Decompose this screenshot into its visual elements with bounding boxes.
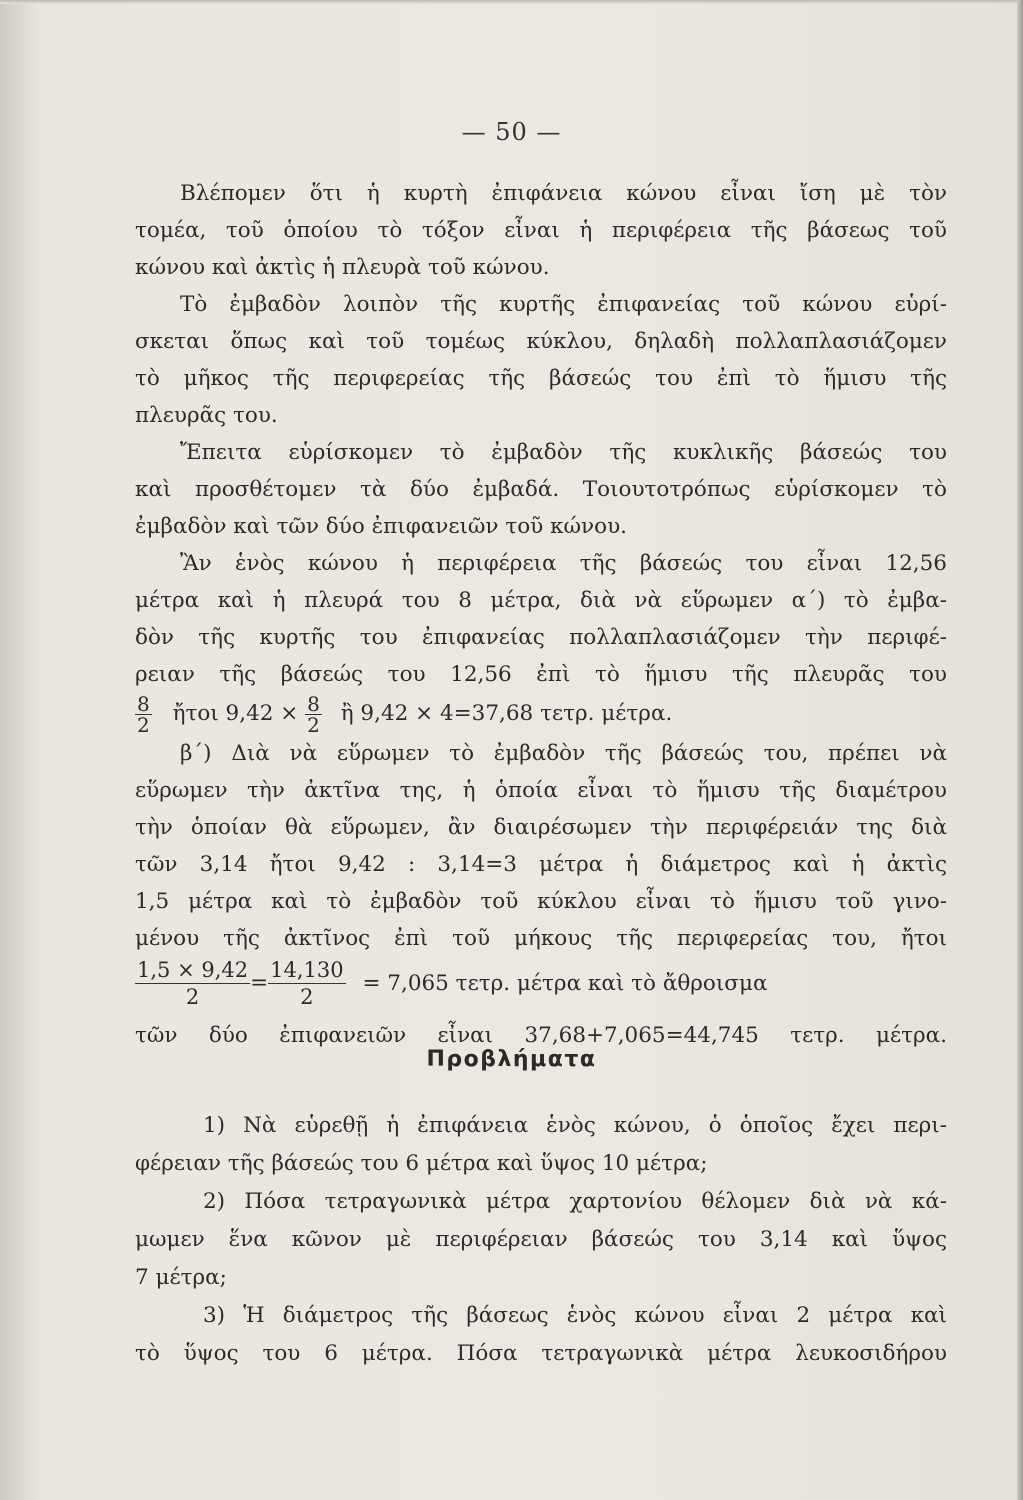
text-line: σκεται ὅπως καὶ τοῦ τομέως κύκλου, δηλαδὴ πολλαπλασιάζομεν bbox=[135, 329, 947, 354]
fraction-denominator: 2 bbox=[185, 985, 200, 1009]
fraction bbox=[135, 957, 250, 1010]
formula-text: ἢ 9,42 × 4=37,68 τετρ. μέτρα. bbox=[340, 701, 673, 726]
text-line: 2) Πόσα τετραγωνικὰ μέτρα χαρτονίου θέλομεν διὰ νὰ κά- bbox=[203, 1189, 947, 1214]
page-top-edge bbox=[0, 0, 1023, 4]
problem-1 bbox=[135, 1107, 947, 1183]
text-line: 7 μέτρα; bbox=[135, 1265, 227, 1290]
page-right-edge bbox=[1017, 0, 1023, 1500]
text-line: τὸ ὕψος του 6 μέτρα. Πόσα τετραγωνικὰ μέτρα λευκοσιδήρου bbox=[135, 1341, 947, 1366]
paragraph-1 bbox=[135, 175, 947, 286]
formula-text: ἤτοι 9,42 × bbox=[172, 701, 299, 726]
paragraph-2 bbox=[135, 286, 947, 434]
text-line: β΄) Διὰ νὰ εὕρωμεν τὸ ἐμβαδὸν τῆς βάσεώς του, πρέπει νὰ bbox=[180, 741, 947, 766]
fraction-denominator: 2 bbox=[300, 985, 314, 1009]
formula-text: = 7,065 τετρ. μέτρα καὶ τὸ ἄθροισμα bbox=[362, 970, 768, 996]
text-line: τῶν δύο ἐπιφανειῶν εἶναι 37,68+7,065=44,745 τετρ. μέτρα. bbox=[135, 1023, 947, 1048]
fraction bbox=[305, 691, 322, 737]
fraction bbox=[268, 957, 345, 1010]
fraction-denominator: 2 bbox=[137, 712, 150, 737]
text-line: Ἔπειτα εὑρίσκομεν τὸ ἐμβαδὸν τῆς κυκλικῆς βάσεώς του bbox=[180, 440, 947, 465]
text-line: Τὸ ἐμβαδὸν λοιπὸν τῆς κυρτῆς ἐπιφανείας τοῦ κώνου εὑρί- bbox=[180, 292, 947, 317]
text-line: φέρειαν τῆς βάσεώς του 6 μέτρα καὶ ὕψος 10 μέτρα; bbox=[135, 1151, 708, 1176]
problem-3 bbox=[135, 1297, 947, 1373]
fraction-numerator: 14,130 bbox=[270, 958, 344, 982]
text-line: Βλέπομεν ὅτι ἡ κυρτὴ ἐπιφάνεια κώνου εἶναι ἴση μὲ τὸν bbox=[180, 181, 947, 206]
text-line: τῶν 3,14 ἤτοι 9,42 : 3,14=3 μέτρα ἡ διάμετρος καὶ ἡ ἀκτὶς bbox=[135, 852, 947, 877]
text-line: ρειαν τῆς βάσεώς του 12,56 ἐπὶ τὸ ἥμισυ τῆς πλευρᾶς του bbox=[135, 662, 947, 687]
text-line: πλευρᾶς του. bbox=[135, 403, 278, 428]
text-line: μένου τῆς ἀκτῖνος ἐπὶ τοῦ μήκους τῆς περιφερείας του, ἤτοι bbox=[135, 926, 947, 951]
page-number: — 50 — bbox=[461, 118, 562, 146]
text-line: μωμεν ἕνα κῶνον μὲ περιφέρειαν βάσεώς του 3,14 καὶ ὕψος bbox=[135, 1227, 947, 1252]
text-line: καὶ προσθέτομεν τὰ δύο ἐμβαδά. Τοιουτοτρόπως εὑρίσκομεν τὸ bbox=[135, 477, 947, 502]
text-line: κώνου καὶ ἀκτὶς ἡ πλευρὰ τοῦ κώνου. bbox=[135, 255, 550, 280]
fraction-numerator: 8 bbox=[137, 691, 150, 716]
fraction-numerator: 1,5 × 9,42 bbox=[137, 958, 249, 982]
paragraph-4 bbox=[135, 545, 947, 693]
problems-list bbox=[135, 1107, 947, 1373]
text-line: Ἂν ἑνὸς κώνου ἡ περιφέρεια τῆς βάσεώς του εἶναι 12,56 bbox=[180, 551, 947, 576]
problem-2 bbox=[135, 1183, 947, 1297]
equals-sign: = bbox=[250, 970, 269, 996]
text-line: ἐμβαδὸν καὶ τῶν δύο ἐπιφανειῶν τοῦ κώνου. bbox=[135, 514, 627, 539]
fraction-denominator: 2 bbox=[307, 712, 320, 737]
fraction-numerator: 8 bbox=[307, 691, 320, 716]
text-line: 3) Ἡ διάμετρος τῆς βάσεως ἑνὸς κώνου εἶναι 2 μέτρα καὶ bbox=[203, 1303, 947, 1328]
formula-lateral-area bbox=[135, 693, 947, 735]
paragraph-3 bbox=[135, 434, 947, 545]
text-line: 1) Νὰ εὑρεθῇ ἡ ἐπιφάνεια ἑνὸς κώνου, ὁ ὁποῖος ἔχει περι- bbox=[203, 1113, 947, 1138]
text-line: τομέα, τοῦ ὁποίου τὸ τόξον εἶναι ἡ περιφέρεια τῆς βάσεως τοῦ bbox=[135, 218, 947, 243]
paragraph-5 bbox=[135, 735, 947, 957]
main-text bbox=[135, 175, 947, 1054]
text-line: εὕρωμεν τὴν ἀκτῖνα της, ἡ ὁποία εἶναι τὸ ἥμισυ τῆς διαμέτρου bbox=[135, 778, 947, 803]
text-line: τὸ μῆκος τῆς περιφερείας τῆς βάσεώς του ἐπὶ τὸ ἥμισυ τῆς bbox=[135, 366, 947, 391]
text-line: μέτρα καὶ ἡ πλευρά του 8 μέτρα, διὰ νὰ εὕρωμεν α΄) τὸ ἐμβα- bbox=[135, 588, 947, 613]
section-title: Προβλήματα bbox=[426, 1047, 597, 1072]
fraction bbox=[135, 691, 152, 737]
text-line: 1,5 μέτρα καὶ τὸ ἐμβαδὸν τοῦ κύκλου εἶναι τὸ ἥμισυ τοῦ γινο- bbox=[135, 889, 947, 914]
text-line: δὸν τῆς κυρτῆς του ἐπιφανείας πολλαπλασιάζομεν τὴν περιφέ- bbox=[135, 625, 947, 650]
formula-base-area bbox=[135, 957, 947, 1017]
text-line: τὴν ὁποίαν θὰ εὕρωμεν, ἂν διαιρέσωμεν τὴν περιφέρειάν της διὰ bbox=[135, 815, 947, 840]
